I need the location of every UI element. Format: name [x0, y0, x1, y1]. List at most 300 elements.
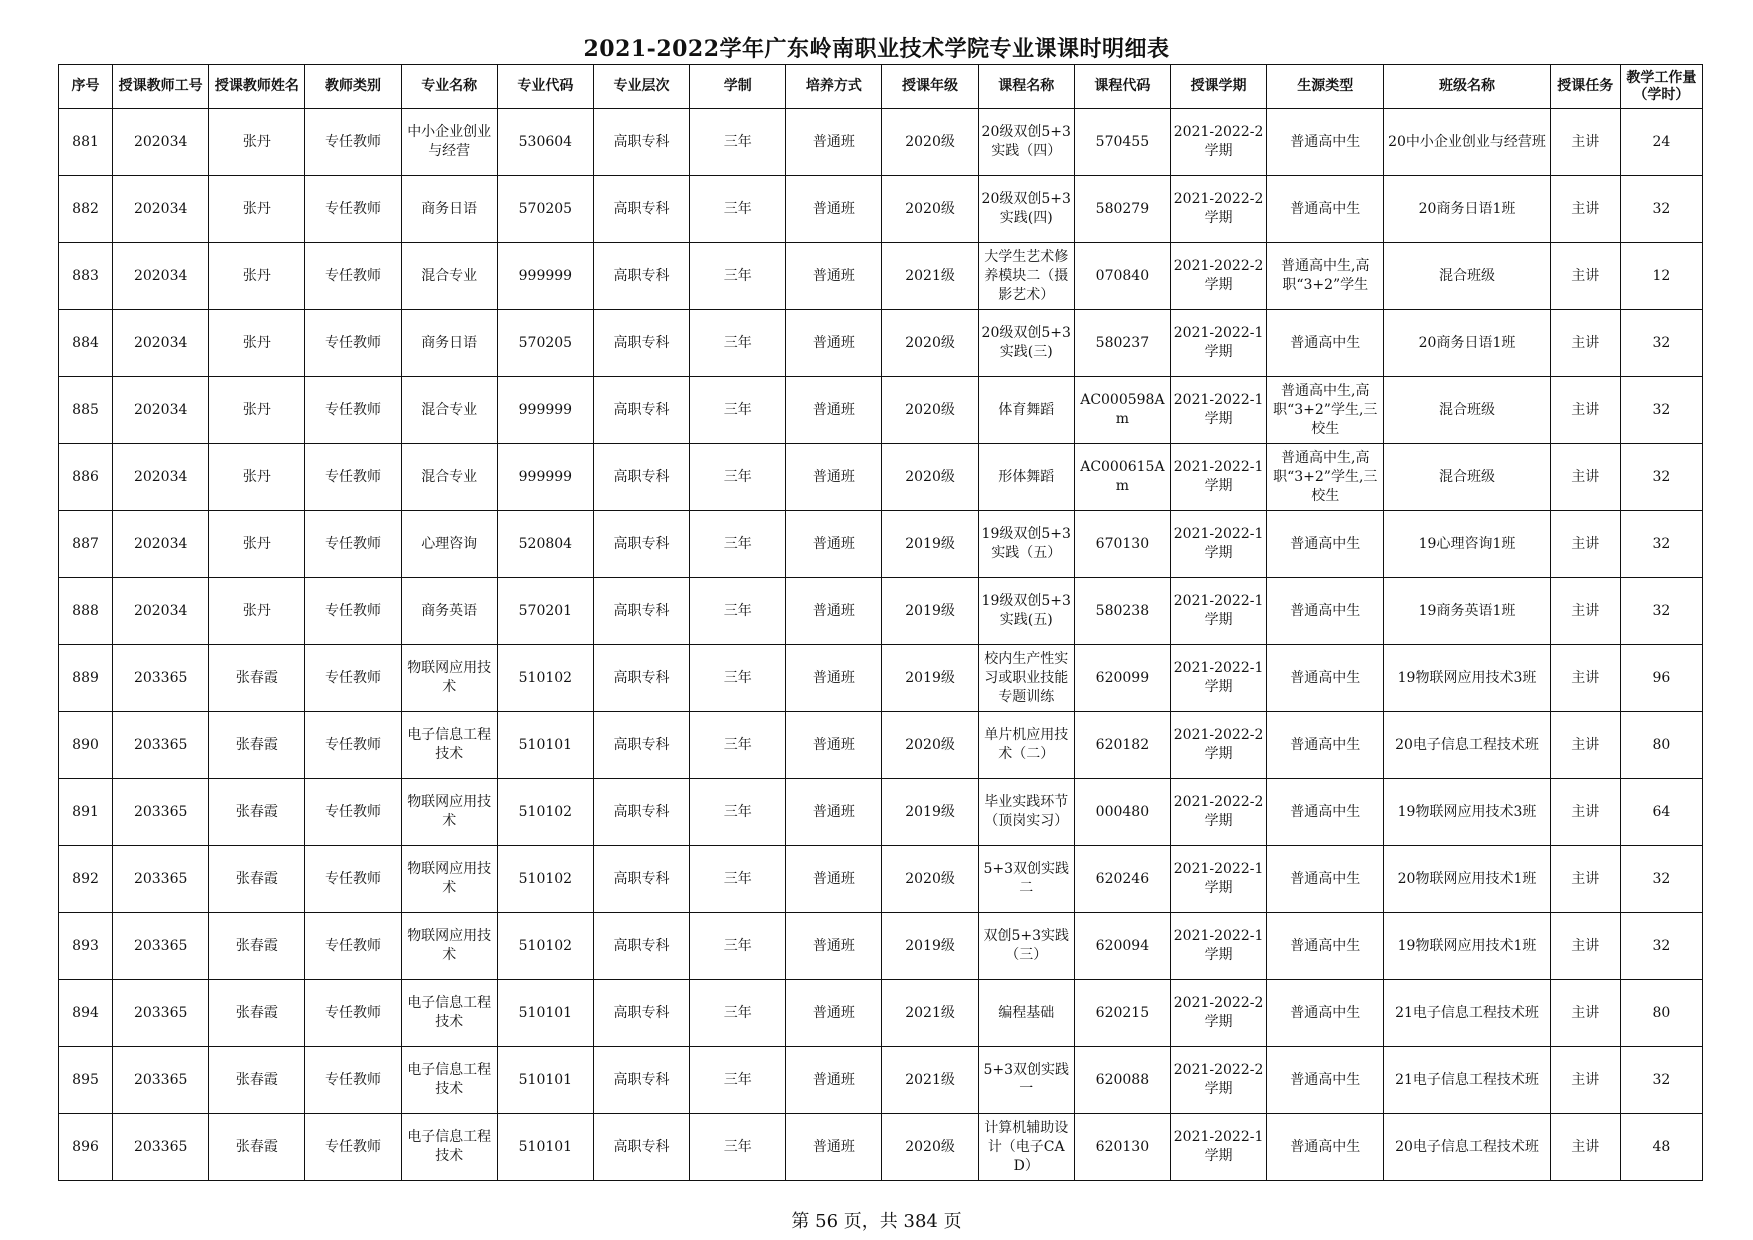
table-cell [1550, 310, 1620, 377]
table-cell [305, 109, 401, 176]
table-cell [1074, 310, 1170, 377]
cell-text: 张丹 [242, 602, 271, 619]
cell-text: 主讲 [1571, 1138, 1600, 1155]
cell-text: 12 [1652, 267, 1671, 284]
cell-text: 张春霞 [235, 736, 278, 753]
cell-text: 202034 [133, 401, 188, 418]
table-cell [1550, 712, 1620, 779]
cell-text: 32 [1652, 401, 1671, 418]
cell-text: 2021-2022-2学期 [1173, 191, 1264, 226]
table-cell [209, 243, 305, 310]
cell-text: 张丹 [242, 200, 271, 217]
cell-text: 物联网应用技术 [407, 928, 492, 963]
table-body [59, 109, 1703, 1181]
cell-text: 2021级 [905, 267, 955, 284]
cell-text: 高职专科 [613, 535, 670, 552]
table-header-row [59, 65, 1703, 109]
cell-text: 203365 [133, 937, 188, 954]
cell-text: 070840 [1095, 267, 1150, 284]
cell-text: 单片机应用技术（二） [984, 727, 1069, 762]
table-cell [1384, 913, 1550, 980]
cell-text: 203365 [133, 1138, 188, 1155]
table-cell [1267, 243, 1384, 310]
cell-text: 主讲 [1571, 870, 1600, 887]
cell-text: 203365 [133, 870, 188, 887]
table-cell [882, 712, 978, 779]
table-cell [401, 645, 497, 712]
cell-text: 2021-2022-1学期 [1173, 392, 1264, 427]
cell-text: 2021级 [905, 1004, 955, 1021]
table-cell [401, 846, 497, 913]
table-cell [497, 1114, 593, 1181]
cell-text: 19心理咨询1班 [1418, 535, 1516, 552]
table-cell [1170, 310, 1266, 377]
cell-text: 主讲 [1571, 468, 1600, 485]
cell-text: 510102 [518, 669, 573, 686]
column-header: 教学工作量（学时） [1620, 65, 1702, 109]
cell-text: 891 [72, 803, 99, 820]
table-cell [1384, 645, 1550, 712]
table-cell [1620, 712, 1702, 779]
cell-text: 普通班 [812, 1138, 855, 1155]
cell-text: 主讲 [1571, 1004, 1600, 1021]
table-cell [1267, 444, 1384, 511]
cell-text: 张春霞 [235, 937, 278, 954]
table-cell [978, 109, 1074, 176]
table-cell [593, 712, 689, 779]
cell-text: 5+3双创实践一 [983, 1062, 1069, 1097]
cell-text: 202034 [133, 468, 188, 485]
cell-text: 三年 [723, 401, 752, 418]
column-header: 教师类别 [305, 65, 401, 109]
cell-text: 专任教师 [325, 200, 382, 217]
cell-text: 主讲 [1571, 937, 1600, 954]
cell-text: 570205 [518, 200, 573, 217]
cell-text: 专任教师 [325, 602, 382, 619]
table-cell [1170, 511, 1266, 578]
table-cell [59, 578, 113, 645]
table-cell [882, 779, 978, 846]
cell-text: 999999 [518, 401, 573, 418]
cell-text: 580279 [1095, 200, 1150, 217]
cell-text: 530604 [518, 133, 573, 150]
cell-text: 高职专科 [613, 602, 670, 619]
table-cell [1384, 578, 1550, 645]
cell-text: 884 [72, 334, 99, 351]
cell-text: 普通班 [812, 669, 855, 686]
cell-text: 48 [1652, 1138, 1671, 1155]
table-cell [786, 913, 882, 980]
table-cell [305, 578, 401, 645]
cell-text: 主讲 [1571, 535, 1600, 552]
table-cell [1620, 310, 1702, 377]
table-cell [690, 176, 786, 243]
cell-text: 2020级 [905, 133, 955, 150]
cell-text: 高职专科 [613, 334, 670, 351]
table-cell [59, 645, 113, 712]
cell-text: 202034 [133, 267, 188, 284]
table-cell [882, 109, 978, 176]
table-cell [1550, 243, 1620, 310]
cell-text: 570455 [1095, 133, 1150, 150]
cell-text: 普通高中生 [1290, 803, 1361, 820]
table-cell [305, 645, 401, 712]
column-header: 授课教师姓名 [209, 65, 305, 109]
cell-text: 2021-2022-1学期 [1173, 861, 1264, 896]
cell-text: 体育舞蹈 [998, 401, 1055, 418]
cell-text: 2021-2022-2学期 [1173, 1062, 1264, 1097]
table-cell [1620, 578, 1702, 645]
table-row [59, 176, 1703, 243]
cell-text: 2021-2022-1学期 [1173, 526, 1264, 561]
table-cell [59, 511, 113, 578]
cell-text: 普通班 [812, 401, 855, 418]
table-cell [209, 511, 305, 578]
cell-text: 2020级 [905, 334, 955, 351]
table-cell [882, 1114, 978, 1181]
table-cell [1170, 1114, 1266, 1181]
cell-text: 混合班级 [1439, 468, 1495, 485]
table-cell [1267, 645, 1384, 712]
table-cell [1267, 377, 1384, 444]
table-cell [1384, 243, 1550, 310]
column-header: 专业层次 [593, 65, 689, 109]
cell-text: 三年 [723, 535, 752, 552]
table-cell [882, 980, 978, 1047]
table-cell [1170, 444, 1266, 511]
table-cell [593, 1114, 689, 1181]
cell-text: 混合专业 [421, 401, 478, 418]
cell-text: 三年 [723, 267, 752, 284]
cell-text: 专任教师 [325, 870, 382, 887]
table-cell [113, 779, 209, 846]
cell-text: 202034 [133, 200, 188, 217]
column-header: 授课年级 [882, 65, 978, 109]
table-cell [1267, 109, 1384, 176]
cell-text: 三年 [723, 602, 752, 619]
table-cell [593, 377, 689, 444]
table-cell [1620, 846, 1702, 913]
table-cell [497, 444, 593, 511]
table-cell [593, 578, 689, 645]
table-cell [59, 846, 113, 913]
table-cell [113, 913, 209, 980]
table-cell [1267, 578, 1384, 645]
cell-text: 心理咨询 [421, 535, 478, 552]
table-cell [59, 980, 113, 1047]
cell-text: 张春霞 [235, 1004, 278, 1021]
cell-text: 高职专科 [613, 200, 670, 217]
cell-text: 普通班 [812, 535, 855, 552]
table-cell [305, 243, 401, 310]
table-cell [1074, 109, 1170, 176]
table-cell [690, 511, 786, 578]
cell-text: 高职专科 [613, 267, 670, 284]
table-cell [1170, 243, 1266, 310]
table-cell [1620, 980, 1702, 1047]
table-cell [1384, 980, 1550, 1047]
table-cell [690, 578, 786, 645]
table-cell [59, 109, 113, 176]
table-cell [786, 712, 882, 779]
cell-text: 510102 [518, 803, 573, 820]
cell-text: 510101 [518, 1138, 573, 1155]
table-cell [1074, 1114, 1170, 1181]
table-cell [1550, 511, 1620, 578]
table-cell [113, 243, 209, 310]
cell-text: 张春霞 [235, 803, 278, 820]
cell-text: 2021-2022-2学期 [1173, 124, 1264, 159]
table-cell [1267, 712, 1384, 779]
cell-text: 20级双创5+3实践(三) [981, 325, 1071, 360]
cell-text: 计算机辅助设计（电子CAD） [984, 1119, 1069, 1174]
table-cell [305, 176, 401, 243]
cell-text: 专任教师 [325, 468, 382, 485]
column-header: 专业代码 [497, 65, 593, 109]
cell-text: 普通班 [812, 870, 855, 887]
table-cell [978, 176, 1074, 243]
cell-text: 2020级 [905, 870, 955, 887]
table-cell [401, 511, 497, 578]
table-cell [978, 980, 1074, 1047]
cell-text: 96 [1652, 669, 1671, 686]
cell-text: 主讲 [1571, 133, 1600, 150]
cell-text: 20物联网应用技术1班 [1397, 870, 1537, 887]
cell-text: 三年 [723, 1004, 752, 1021]
cell-text: 510101 [518, 1004, 573, 1021]
table-cell [113, 980, 209, 1047]
cell-text: 张春霞 [235, 669, 278, 686]
table-cell [593, 645, 689, 712]
table-cell [1170, 980, 1266, 1047]
cell-text: 620094 [1095, 937, 1150, 954]
cell-text: 专任教师 [325, 401, 382, 418]
table-cell [978, 377, 1074, 444]
cell-text: 2021-2022-2学期 [1173, 258, 1264, 293]
cell-text: 620088 [1095, 1071, 1150, 1088]
table-cell [113, 712, 209, 779]
cell-text: 570201 [518, 602, 573, 619]
cell-text: 20商务日语1班 [1418, 200, 1516, 217]
cell-text: 物联网应用技术 [407, 794, 492, 829]
table-cell [401, 444, 497, 511]
table-cell [1074, 980, 1170, 1047]
table-cell [113, 578, 209, 645]
table-cell [786, 578, 882, 645]
table-cell [1267, 980, 1384, 1047]
table-cell [1267, 779, 1384, 846]
cell-text: 32 [1652, 937, 1671, 954]
cell-text: 校内生产性实习或职业技能专题训练 [984, 650, 1069, 705]
cell-text: 主讲 [1571, 669, 1600, 686]
cell-text: 2019级 [905, 803, 955, 820]
column-header: 培养方式 [786, 65, 882, 109]
table-cell [882, 578, 978, 645]
table-cell [1074, 377, 1170, 444]
cell-text: 2021-2022-2学期 [1173, 727, 1264, 762]
table-cell [1384, 310, 1550, 377]
cell-text: 物联网应用技术 [407, 660, 492, 695]
cell-text: 893 [72, 937, 99, 954]
cell-text: 19级双创5+3实践(五) [981, 593, 1071, 628]
cell-text: AC000598Am [1080, 392, 1165, 427]
table-cell [497, 913, 593, 980]
cell-text: 2021级 [905, 1071, 955, 1088]
cell-text: 普通高中生 [1290, 1004, 1361, 1021]
table-cell [978, 645, 1074, 712]
cell-text: AC000615Am [1080, 459, 1165, 494]
table-cell [305, 511, 401, 578]
cell-text: 张丹 [242, 334, 271, 351]
cell-text: 2020级 [905, 401, 955, 418]
table-cell [978, 511, 1074, 578]
table-cell [113, 310, 209, 377]
cell-text: 高职专科 [613, 803, 670, 820]
page-footer: 第 56 页，共 384 页 [791, 1211, 962, 1232]
cell-text: 32 [1652, 535, 1671, 552]
cell-text: 三年 [723, 736, 752, 753]
table-row [59, 712, 1703, 779]
table-cell [786, 511, 882, 578]
table-cell [497, 712, 593, 779]
table-cell [690, 310, 786, 377]
table-cell [209, 913, 305, 980]
cell-text: 三年 [723, 468, 752, 485]
cell-text: 三年 [723, 1071, 752, 1088]
cell-text: 普通班 [812, 602, 855, 619]
cell-text: 张春霞 [235, 1071, 278, 1088]
table-cell [1074, 645, 1170, 712]
cell-text: 20电子信息工程技术班 [1395, 1138, 1539, 1155]
table-cell [497, 980, 593, 1047]
cell-text: 编程基础 [998, 1004, 1055, 1021]
table-cell [1384, 1114, 1550, 1181]
cell-text: 80 [1652, 1004, 1671, 1021]
cell-text: 主讲 [1571, 736, 1600, 753]
table-cell [305, 377, 401, 444]
table-cell [1267, 176, 1384, 243]
table-cell [1620, 444, 1702, 511]
table-cell [690, 846, 786, 913]
cell-text: 普通高中生,高职“3+2”学生,三校生 [1273, 449, 1378, 504]
table-cell [59, 1047, 113, 1114]
table-cell [497, 846, 593, 913]
table-cell [59, 243, 113, 310]
table-cell [1550, 1114, 1620, 1181]
cell-text: 主讲 [1571, 200, 1600, 217]
table-cell [1620, 913, 1702, 980]
table-cell [1170, 645, 1266, 712]
table-cell [978, 913, 1074, 980]
table-cell [882, 310, 978, 377]
cell-text: 20商务日语1班 [1418, 334, 1516, 351]
cell-text: 高职专科 [613, 937, 670, 954]
cell-text: 专任教师 [325, 736, 382, 753]
cell-text: 20级双创5+3实践（四） [981, 124, 1071, 159]
table-cell [593, 310, 689, 377]
cell-text: 普通高中生 [1290, 535, 1361, 552]
cell-text: 620099 [1095, 669, 1150, 686]
table-cell [882, 243, 978, 310]
table-cell [209, 310, 305, 377]
table-cell [305, 310, 401, 377]
table-cell [401, 377, 497, 444]
cell-text: 普通高中生 [1290, 602, 1361, 619]
table-cell [59, 712, 113, 779]
cell-text: 专任教师 [325, 334, 382, 351]
cell-text: 620215 [1095, 1004, 1150, 1021]
cell-text: 普通班 [812, 803, 855, 820]
cell-text: 888 [72, 602, 99, 619]
table-cell [113, 511, 209, 578]
cell-text: 202034 [133, 133, 188, 150]
column-header: 生源类型 [1267, 65, 1384, 109]
table-cell [209, 176, 305, 243]
cell-text: 张春霞 [235, 1138, 278, 1155]
cell-text: 892 [72, 870, 99, 887]
table-cell [113, 1114, 209, 1181]
table-cell [978, 310, 1074, 377]
cell-text: 物联网应用技术 [407, 861, 492, 896]
table-cell [1384, 377, 1550, 444]
cell-text: 普通班 [812, 1004, 855, 1021]
cell-text: 形体舞蹈 [998, 468, 1055, 485]
cell-text: 21电子信息工程技术班 [1395, 1004, 1539, 1021]
table-cell [209, 779, 305, 846]
table-cell [401, 779, 497, 846]
cell-text: 高职专科 [613, 736, 670, 753]
table-cell [497, 109, 593, 176]
table-cell [305, 980, 401, 1047]
cell-text: 普通高中生 [1290, 870, 1361, 887]
table-cell [209, 109, 305, 176]
cell-text: 2019级 [905, 669, 955, 686]
table-cell [1170, 712, 1266, 779]
table-cell [1074, 243, 1170, 310]
cell-text: 510102 [518, 870, 573, 887]
cell-text: 张丹 [242, 468, 271, 485]
table-cell [690, 109, 786, 176]
cell-text: 32 [1652, 602, 1671, 619]
table-cell [497, 645, 593, 712]
cell-text: 普通班 [812, 133, 855, 150]
table-cell [59, 176, 113, 243]
table-cell [1170, 578, 1266, 645]
cell-text: 520804 [518, 535, 573, 552]
table-cell [497, 779, 593, 846]
table-cell [305, 846, 401, 913]
cell-text: 2021-2022-1学期 [1173, 928, 1264, 963]
table-cell [305, 444, 401, 511]
cell-text: 580237 [1095, 334, 1150, 351]
table-cell [593, 243, 689, 310]
course-hours-table [58, 64, 1703, 1181]
table-cell [978, 779, 1074, 846]
cell-text: 889 [72, 669, 99, 686]
table-cell [593, 980, 689, 1047]
cell-text: 高职专科 [613, 133, 670, 150]
cell-text: 19商务英语1班 [1418, 602, 1516, 619]
table-cell [882, 913, 978, 980]
column-header: 班级名称 [1384, 65, 1550, 109]
cell-text: 普通班 [812, 200, 855, 217]
table-cell [786, 444, 882, 511]
table-cell [882, 846, 978, 913]
cell-text: 883 [72, 267, 99, 284]
cell-text: 2020级 [905, 1138, 955, 1155]
cell-text: 中小企业创业与经营 [407, 124, 492, 159]
table-cell [593, 1047, 689, 1114]
